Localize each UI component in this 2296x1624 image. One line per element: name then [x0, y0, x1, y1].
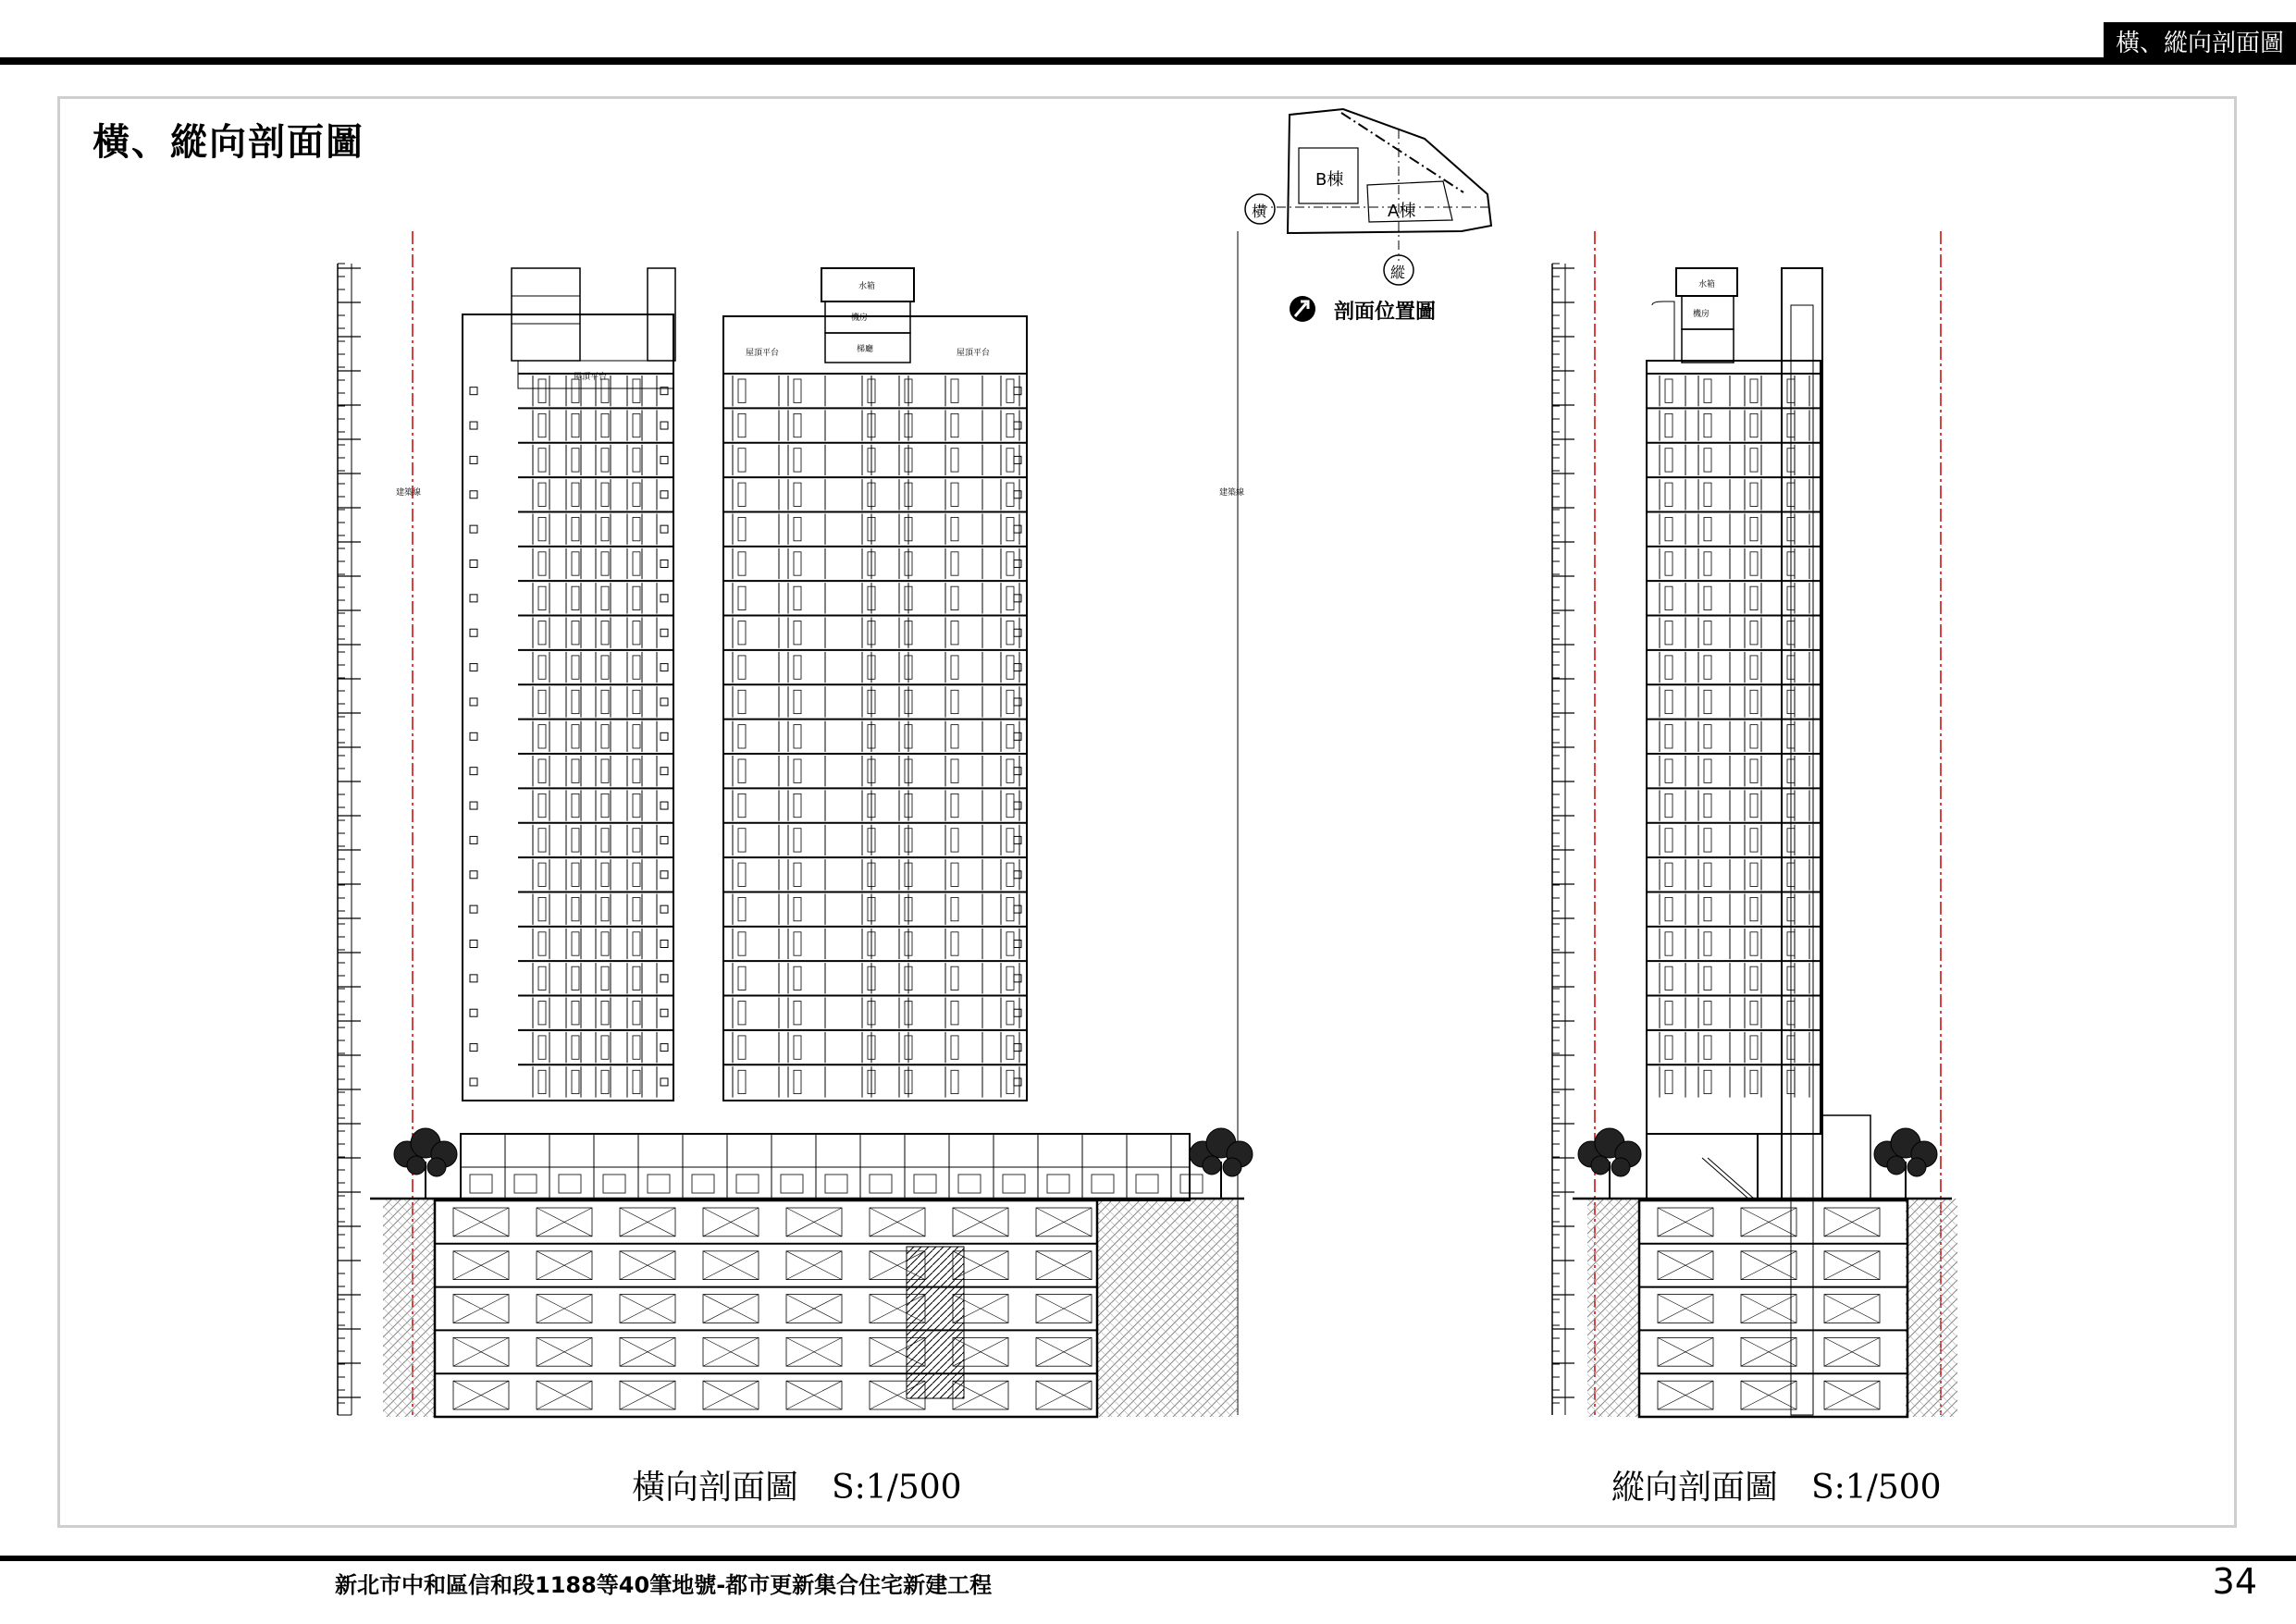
svg-text:屋頂平台: 屋頂平台 — [746, 349, 780, 358]
horizontal-section-caption: 橫向剖面圖 S:1/500 — [632, 1469, 962, 1507]
svg-text:縱: 縱 — [1390, 264, 1406, 281]
svg-text:水箱: 水箱 — [858, 282, 876, 291]
svg-text:建築線: 建築線 — [396, 488, 422, 498]
earth-hatch — [1097, 1199, 1238, 1417]
basement-left — [435, 1200, 1097, 1417]
tower-a-left — [723, 268, 1027, 1101]
svg-text:建築線: 建築線 — [1219, 488, 1245, 498]
keyplan-b-label: B棟 — [1315, 170, 1344, 190]
keyplan-a-label: A棟 — [1388, 202, 1416, 221]
bottom-rule — [0, 1556, 2296, 1561]
earth-hatch — [383, 1199, 435, 1417]
section-tab: 橫、縱向剖面圖 — [2104, 22, 2296, 65]
footer-project-title: 新北市中和區信和段1188等40筆地號-都市更新集合住宅新建工程 — [335, 1572, 993, 1598]
tower-b-left — [463, 268, 675, 1101]
page-number: 34 — [2212, 1561, 2257, 1602]
vertical-section-caption: 縱向剖面圖 S:1/500 — [1611, 1469, 1942, 1507]
page-title: 橫、縱向剖面圖 — [93, 121, 364, 164]
level-ruler-right — [1552, 264, 1565, 1415]
svg-text:梯廳: 梯廳 — [857, 345, 874, 354]
svg-text:機房: 機房 — [1693, 310, 1710, 319]
vertical-section — [1552, 231, 1957, 1417]
keyplan — [1245, 109, 1491, 322]
svg-text:機房: 機房 — [851, 314, 869, 323]
svg-text:橫: 橫 — [1252, 203, 1267, 220]
svg-text:水箱: 水箱 — [1698, 280, 1716, 289]
svg-text:屋頂平台: 屋頂平台 — [574, 373, 608, 382]
svg-text:屋頂平台: 屋頂平台 — [957, 349, 991, 358]
horizontal-section — [338, 231, 1253, 1417]
level-ruler-left — [338, 264, 352, 1415]
podium-left — [461, 1134, 1203, 1200]
podium-right — [1647, 1115, 1870, 1200]
keyplan-label: 剖面位置圖 — [1334, 301, 1437, 324]
basement-right — [1639, 1200, 1907, 1417]
